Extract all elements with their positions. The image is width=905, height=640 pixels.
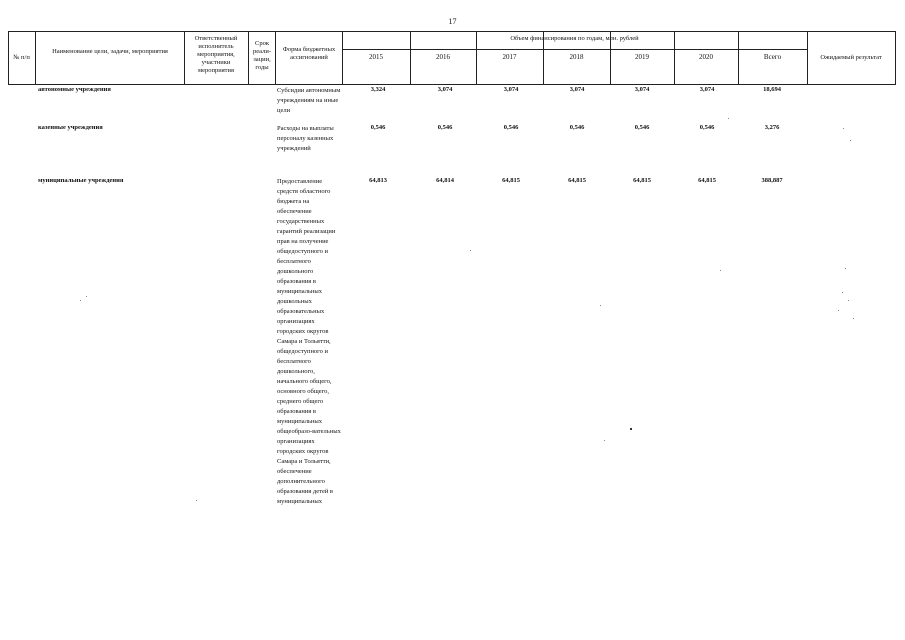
value-total: 18,694: [763, 86, 781, 93]
year-2020: 2020: [699, 53, 713, 61]
value-total: 388,887: [761, 177, 783, 184]
row-name: автономные учреждения: [38, 86, 111, 93]
value-total: 3,276: [764, 124, 780, 131]
col-divider: [248, 32, 249, 84]
value-2015: 3,324: [370, 86, 386, 93]
year-2019: 2019: [635, 53, 649, 61]
row-form: Предоставление средств областного бюджета на обеспечение государственных гарантий реализации прав на получение общедоступного и бесплатного дошкольного образования в муниципальных дошкольных образовательных организациях городских округов Самара и Тольятти, общедоступного и бесплатного дошкольного, начального общего, основного общего, среднего общего образования в муниципальных общеобразо-вательных организациях городских округов Самара и Тольятти, обеспечение дополнительного образования детей в муниципальных: [277, 178, 341, 505]
table-header: [8, 31, 896, 85]
page-number: 17: [448, 17, 457, 26]
value-2015: 64,813: [369, 177, 387, 184]
year-total: Всего: [763, 53, 782, 61]
year-2018: 2018: [569, 53, 584, 61]
value-2017: 3,074: [503, 86, 519, 93]
value-2019: 64,815: [633, 177, 651, 184]
financing-divider: [342, 49, 807, 50]
col-header-form: Форма бюджетных ассигнований: [282, 46, 336, 61]
row-name: муниципальные учреждения: [38, 177, 124, 184]
col-divider: [275, 32, 276, 84]
col-divider: [895, 32, 896, 84]
value-2016: 64,814: [436, 177, 454, 184]
value-2017: 0,546: [503, 124, 519, 131]
value-2016: 0,546: [437, 124, 453, 131]
value-2017: 64,815: [502, 177, 520, 184]
value-2019: 0,546: [634, 124, 650, 131]
col-header-period: Срок реали-зации, годы: [252, 40, 272, 71]
col-header-financing: Объем финансирования по годам, млн. рублей: [510, 35, 639, 42]
col-header-result: Ожидаемый результат: [820, 54, 882, 61]
year-2015: 2015: [369, 53, 383, 61]
value-2020: 0,546: [699, 124, 715, 131]
row-form: Расходы на выплаты персоналу казенных учреждений: [277, 125, 334, 152]
col-header-number: № п/п: [13, 54, 30, 61]
col-header-name: Наименование цели, задачи, мероприятия: [52, 48, 168, 55]
value-2018: 3,074: [569, 86, 585, 93]
row-name: казенные учреждения: [38, 124, 103, 131]
col-header-executor: Ответственный исполнитель мероприятия, участники мероприятия: [194, 35, 238, 74]
value-2020: 3,074: [699, 86, 715, 93]
value-2018: 64,815: [568, 177, 586, 184]
value-2018: 0,546: [569, 124, 585, 131]
row-form: Субсидии автономным учреждениям на иные цели: [277, 87, 341, 114]
col-divider: [184, 32, 185, 84]
year-2017: 2017: [502, 53, 517, 61]
value-2020: 64,815: [698, 177, 716, 184]
year-2016: 2016: [436, 53, 450, 61]
value-2016: 3,074: [437, 86, 453, 93]
value-2015: 0,546: [370, 124, 386, 131]
value-2019: 3,074: [634, 86, 650, 93]
col-divider: [35, 32, 36, 84]
